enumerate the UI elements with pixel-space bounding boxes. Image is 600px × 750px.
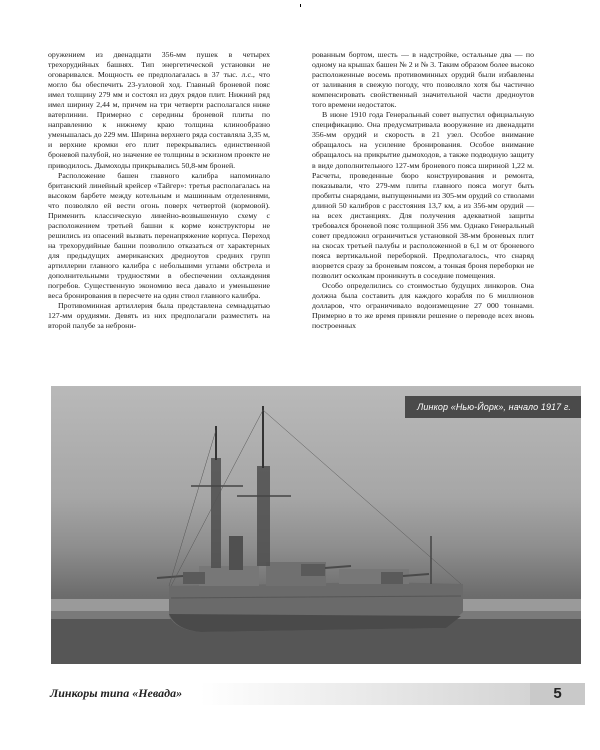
paragraph: рованным бортом, шесть — в надстройке, остальные два — по одному на крышах башен № 2 и № 3. Таким образом более высоко расположенные восемь противоминных орудий были избавлены от заливания в свежую погоду, что позволяло хотя бы частично компенсировать свойственный значительной части дредноутов того времени недостаток. <box>312 50 534 110</box>
left-text-column <box>48 50 270 331</box>
running-title: Линкоры типа «Невада» <box>50 686 183 700</box>
battleship-illustration <box>51 386 581 664</box>
page-number: 5 <box>530 683 585 705</box>
footer-gradient-bar <box>200 683 530 705</box>
paragraph: Расположение башен главного калибра напоминало британский линейный крейсер «Тайгер»: третья располагалась на высоком барбете между котельным и машинным отделениями, что позволяло ей вести огонь поверх четвертой (кормовой). Применить классическую линейно-возвышенную схему с расположением третьей башни к корме конструкторы не решились из опасений вызвать перенапряжение корпуса. Переход на трехорудийные башни позволило отказаться от характерных для предыдущих американских дредноутов средних групп артиллерии главного калибра с небольшими углами обстрела и дополнительными трудностями в обеспечении охлаждения погребов. Существенную экономию веса давало и уменьшение веса бронирования в пересчете на один ствол главного калибра. <box>48 170 270 301</box>
paragraph: Особо определились со стоимостью будущих линкоров. Она должна была составить для каждого корабля по 6 миллионов долларов, что ограничивало водоизмещение 27 000 тоннами. Примерно в то же время приняли решение о переводе всех вновь построенных <box>312 281 534 331</box>
photo-caption: Линкор «Нью-Йорк», начало 1917 г. <box>405 396 581 418</box>
paragraph: Противоминная артиллерия была представлена семнадцатью 127-мм орудиями. Девять из них предполагали разместить на второй палубе за неброни- <box>48 301 270 331</box>
battleship-photo <box>51 386 581 664</box>
right-text-column <box>312 50 534 331</box>
paragraph: оружением из двенадцати 356-мм пушек в четырех трехорудийных башнях. Тип энергетической установки не оговаривался. Мощность ее предполагалась в 37 тыс. л.с., что могло бы обеспечить 23-узловой ход. Главный броневой пояс имел толщину 279 мм и состоял из двух рядов плит. Нижний ряд имел ширину 2,44 м, причем на три четверти располагался ниже ватерлинии. Примерно с середины броневой плиты по направлению к нижнему краю толщина клинообразно уменьшалась до 229 мм. Ширина верхнего ряда составляла 3,35 м, и верхние кромки его плит перекрывались единственной броневой палубой, но значение ее толщины в эскизном проекте не приводилось. Дымоходы прикрывались 50,8-мм броней. <box>48 50 270 170</box>
page-footer <box>0 683 600 705</box>
paragraph: В июне 1910 года Генеральный совет выпустил официальную спецификацию. Она предусматривала вооружение из двенадцати 356-мм орудий и скорость в 21 узел. Особое внимание обращалось на усиление бронирования. Особое внимание обращалось на прикрытие дымоходов, а также подводную защиту в виде дополнительного 127-мм броневого пояса шириной 1,22 м. Расчеты, проведенные бюро конструирования и ремонта, показывали, что 279-мм плиты главного пояса могут быть пробиты снарядами, выпущенными из 305-мм орудий со стволами длиной 50 калибров с расстояния 13,7 км, а из 356-мм орудий — на всех дистанциях. Для получения адекватной защиты требовался броневой пояс толщиной 356 мм. Однако Генеральный совет предложил ограничиться установкой 38-мм броневых плит на скосах третьей палубы и расположенной в 6,1 м от броневого пояса вертикальной переборкой. Предполагалось, что снаряд взорвется сразу за броневым поясом, а тонкая броня переборки не позволит осколкам проникнуть в соседние помещения. <box>312 110 534 281</box>
crop-mark <box>300 4 301 7</box>
